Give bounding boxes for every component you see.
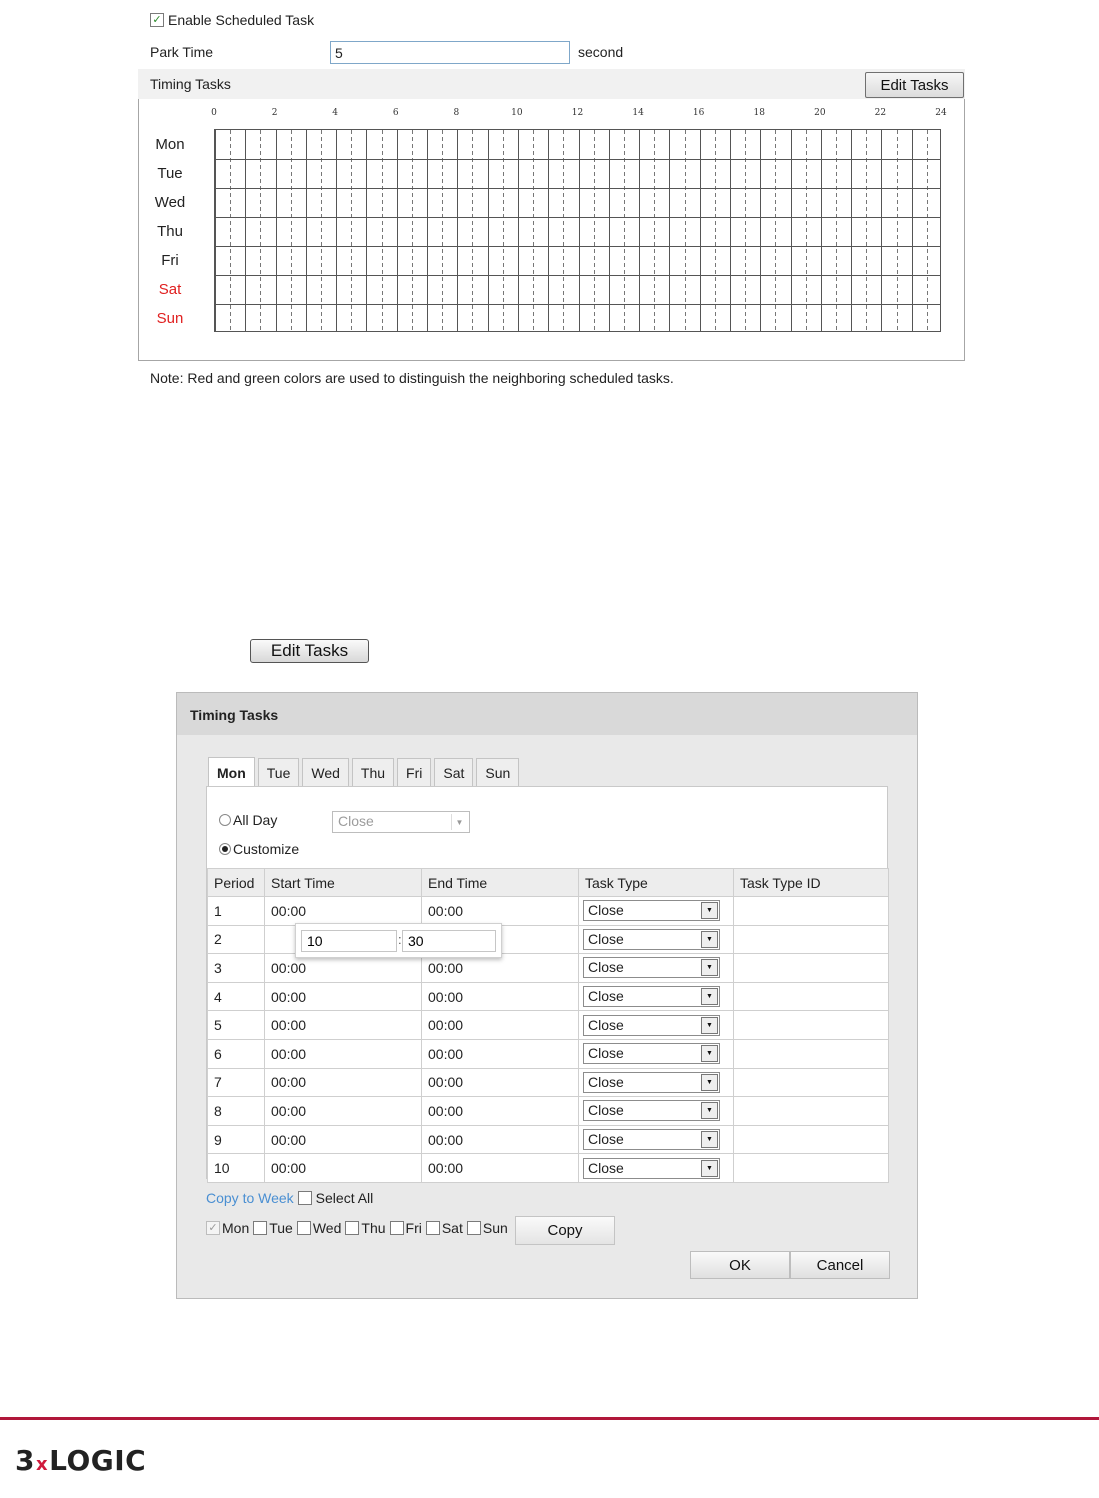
brand-logo [15, 1444, 146, 1477]
task-type-cell [579, 982, 734, 1011]
hour-tick-label: 18 [753, 108, 765, 118]
start-time-cell[interactable]: 00:00 [265, 897, 422, 926]
task-type-id-cell [734, 1011, 889, 1040]
day-panel [206, 786, 888, 1179]
task-type-value: Close [588, 1016, 624, 1033]
table-row [208, 1154, 889, 1183]
hour-gridline [912, 130, 913, 331]
column-header: Period [208, 869, 265, 897]
period-cell: 10 [208, 1154, 265, 1183]
task-type-value: Close [588, 1045, 624, 1062]
timing-tasks-header [138, 69, 965, 99]
time-separator: : [398, 932, 402, 947]
cancel-button[interactable]: Cancel [790, 1251, 890, 1279]
hour-tick-label: 22 [874, 108, 887, 118]
day-checkbox-label: Wed [312, 1220, 342, 1236]
hour-gridline [457, 130, 458, 331]
half-hour-gridline [715, 130, 716, 331]
task-type-id-cell [734, 1039, 889, 1068]
table-row [208, 1097, 889, 1126]
hour-gridline [306, 130, 307, 331]
start-time-cell[interactable]: 00:00 [265, 1125, 422, 1154]
chevron-down-icon[interactable]: ▼ [701, 1102, 718, 1119]
task-type-cell [579, 897, 734, 926]
copy-day-wed[interactable] [297, 1220, 342, 1236]
day-row-line [215, 246, 940, 247]
column-header: Start Time [265, 869, 422, 897]
half-hour-gridline [654, 130, 655, 331]
half-hour-gridline [897, 130, 898, 331]
day-checkbox-label: Fri [405, 1220, 422, 1236]
start-time-cell[interactable]: 00:00 [265, 954, 422, 983]
task-type-id-cell [734, 1068, 889, 1097]
select-all-label: Select All [315, 1190, 374, 1206]
task-type-id-cell [734, 897, 889, 926]
hour-gridline [760, 130, 761, 331]
tab-sat[interactable]: Sat [434, 758, 473, 786]
half-hour-gridline [563, 130, 564, 331]
chevron-down-icon[interactable]: ▼ [701, 1131, 718, 1148]
task-type-cell [579, 1011, 734, 1040]
copy-to-week-row [206, 1190, 373, 1206]
task-type-value: Close [588, 1131, 624, 1148]
customize-option[interactable] [219, 841, 299, 857]
column-header: Task Type [579, 869, 734, 897]
hour-gridline [609, 130, 610, 331]
table-row [208, 1011, 889, 1040]
half-hour-gridline [836, 130, 837, 331]
task-type-select[interactable] [583, 1072, 720, 1093]
day-checkbox-label: Sat [441, 1220, 463, 1236]
half-hour-gridline [412, 130, 413, 331]
dialog-title: Timing Tasks [190, 707, 279, 723]
table-row [208, 1068, 889, 1097]
hour-gridline [245, 130, 246, 331]
copy-day-fri[interactable] [390, 1220, 422, 1236]
hour-tick-label: 16 [692, 108, 705, 118]
chevron-down-icon: ▼ [451, 814, 467, 830]
hour-tick-label: 6 [392, 108, 399, 118]
task-type-id-cell [734, 1154, 889, 1183]
day-checkbox[interactable] [345, 1221, 359, 1235]
end-time-cell[interactable]: 00:00 [422, 982, 579, 1011]
customize-label: Customize [233, 841, 300, 857]
period-cell: 5 [208, 1011, 265, 1040]
footer-divider [0, 1417, 1099, 1420]
logo-suffix: LOGIC [49, 1444, 147, 1477]
chevron-down-icon[interactable]: ▼ [701, 902, 718, 919]
tab-mon[interactable]: Mon [208, 757, 255, 787]
period-cell: 4 [208, 982, 265, 1011]
half-hour-gridline [775, 130, 776, 331]
half-hour-gridline [594, 130, 595, 331]
schedule-grid[interactable] [214, 129, 941, 332]
half-hour-gridline [927, 130, 928, 331]
end-time-cell[interactable]: 00:00 [422, 897, 579, 926]
half-hour-gridline [230, 130, 231, 331]
hour-gridline [821, 130, 822, 331]
enable-task-checkbox[interactable]: ✓ [150, 13, 164, 27]
hour-gridline [791, 130, 792, 331]
half-hour-gridline [382, 130, 383, 331]
logo-prefix: 3 [15, 1444, 35, 1477]
day-checkbox-label: Thu [361, 1220, 386, 1236]
period-cell: 2 [208, 925, 265, 954]
edit-tasks-button[interactable]: Edit Tasks [865, 72, 964, 98]
hour-tick-label: 4 [332, 108, 339, 118]
half-hour-gridline [745, 130, 746, 331]
day-checkbox[interactable] [253, 1221, 267, 1235]
task-type-id-cell [734, 954, 889, 983]
end-time-cell[interactable]: 00:00 [422, 1154, 579, 1183]
task-type-cell [579, 954, 734, 983]
column-header: End Time [422, 869, 579, 897]
day-row-line [215, 304, 940, 305]
hour-input[interactable] [301, 930, 397, 952]
task-type-id-cell [734, 925, 889, 954]
timing-tasks-dialog [176, 692, 918, 1299]
dialog-header [177, 693, 917, 735]
day-tabs [208, 758, 519, 787]
start-time-cell[interactable]: 00:00 [265, 982, 422, 1011]
all-day-radio[interactable] [219, 814, 231, 826]
time-editor-popup [295, 923, 502, 958]
schedule-note: Note: Red and green colors are used to distinguish the neighboring scheduled tasks. [150, 370, 674, 386]
start-time-cell[interactable]: 00:00 [265, 1011, 422, 1040]
hour-tick-label: 10 [511, 108, 523, 118]
period-cell: 8 [208, 1097, 265, 1126]
chevron-down-icon[interactable]: ▼ [701, 931, 718, 948]
table-row [208, 1039, 889, 1068]
task-type-cell [579, 1125, 734, 1154]
hour-tick-label: 0 [211, 108, 217, 118]
half-hour-gridline [321, 130, 322, 331]
half-hour-gridline [260, 130, 261, 331]
task-type-value: Close [588, 1102, 624, 1119]
copy-day-mon[interactable] [206, 1220, 249, 1236]
copy-days-row [206, 1220, 510, 1236]
day-checkbox-label: Tue [269, 1220, 293, 1236]
hour-gridline [427, 130, 428, 331]
task-type-select[interactable] [583, 986, 720, 1007]
task-type-value: Close [588, 1073, 624, 1090]
table-row [208, 982, 889, 1011]
half-hour-gridline [806, 130, 807, 331]
chevron-down-icon[interactable]: ▼ [701, 988, 718, 1005]
day-row-line [215, 217, 940, 218]
period-cell: 3 [208, 954, 265, 983]
chevron-down-icon[interactable]: ▼ [701, 959, 718, 976]
day-checkbox[interactable] [426, 1221, 440, 1235]
tab-thu[interactable]: Thu [352, 758, 394, 786]
hour-gridline [881, 130, 882, 331]
hour-gridline [851, 130, 852, 331]
edit-tasks-button-illustration[interactable]: Edit Tasks [250, 639, 369, 663]
task-type-select[interactable] [583, 1043, 720, 1064]
half-hour-gridline [442, 130, 443, 331]
hour-tick-label: 14 [632, 108, 644, 118]
enable-task-label: Enable Scheduled Task [168, 12, 315, 28]
chevron-down-icon[interactable]: ▼ [701, 1045, 718, 1062]
task-type-cell [579, 1068, 734, 1097]
day-checkbox[interactable] [467, 1221, 481, 1235]
column-header: Task Type ID [734, 869, 889, 897]
task-type-id-cell [734, 1125, 889, 1154]
day-checkbox[interactable]: ✓ [206, 1221, 220, 1235]
half-hour-gridline [351, 130, 352, 331]
task-type-select[interactable] [583, 1129, 720, 1150]
task-type-id-cell [734, 982, 889, 1011]
end-time-cell[interactable]: 00:00 [422, 1125, 579, 1154]
minute-input[interactable] [402, 930, 496, 952]
chevron-down-icon[interactable]: ▼ [701, 1017, 718, 1034]
copy-day-thu[interactable] [345, 1220, 385, 1236]
day-label-mon: Mon [155, 136, 185, 153]
park-time-input[interactable] [330, 41, 570, 64]
day-row-line [215, 275, 940, 276]
half-hour-gridline [291, 130, 292, 331]
hour-gridline [366, 130, 367, 331]
tab-fri[interactable]: Fri [397, 758, 431, 786]
day-row-line [215, 188, 940, 189]
day-checkbox[interactable] [297, 1221, 311, 1235]
half-hour-gridline [624, 130, 625, 331]
period-cell: 1 [208, 897, 265, 926]
tab-sun[interactable]: Sun [476, 758, 519, 786]
hour-tick-label: 12 [571, 108, 584, 118]
day-checkbox[interactable] [390, 1221, 404, 1235]
end-time-cell[interactable]: 00:00 [422, 954, 579, 983]
start-time-cell[interactable]: 00:00 [265, 1039, 422, 1068]
hour-gridline [215, 130, 216, 331]
period-table [207, 868, 889, 1183]
task-type-select[interactable] [583, 1015, 720, 1036]
task-type-value: Close [588, 930, 624, 947]
hour-gridline [336, 130, 337, 331]
weekly-schedule-grid [138, 99, 965, 361]
half-hour-gridline [866, 130, 867, 331]
day-label-thu: Thu [157, 223, 183, 240]
task-type-value: Close [588, 988, 624, 1005]
park-time-unit: second [578, 44, 624, 60]
copy-day-tue[interactable] [253, 1220, 293, 1236]
hour-gridline [548, 130, 549, 331]
task-type-id-cell [734, 1097, 889, 1126]
period-cell: 9 [208, 1125, 265, 1154]
half-hour-gridline [503, 130, 504, 331]
logo-x: x [35, 1454, 49, 1475]
end-time-cell[interactable]: 00:00 [422, 1039, 579, 1068]
start-time-cell[interactable]: 00:00 [265, 1097, 422, 1126]
copy-day-sat[interactable] [426, 1220, 463, 1236]
day-label-sat: Sat [158, 281, 182, 298]
hour-gridline [669, 130, 670, 331]
chevron-down-icon[interactable]: ▼ [701, 1160, 718, 1177]
task-type-cell [579, 925, 734, 954]
hour-tick-label: 8 [453, 108, 460, 118]
end-time-cell[interactable]: 00:00 [422, 1097, 579, 1126]
task-type-select[interactable] [583, 929, 720, 950]
hour-tick-label: 2 [271, 108, 278, 118]
day-checkbox-label: Sun [482, 1220, 508, 1236]
half-hour-gridline [685, 130, 686, 331]
all-day-label: All Day [233, 812, 278, 828]
task-type-value: Close [588, 902, 624, 919]
copy-day-sun[interactable] [467, 1220, 508, 1236]
task-type-cell [579, 1097, 734, 1126]
table-row [208, 897, 889, 926]
day-checkbox-label: Mon [222, 1220, 250, 1236]
task-type-cell [579, 1154, 734, 1183]
select-all-checkbox[interactable] [298, 1191, 312, 1205]
end-time-cell[interactable]: 00:00 [422, 1068, 579, 1097]
tab-tue[interactable]: Tue [258, 758, 300, 786]
hour-gridline [397, 130, 398, 331]
start-time-cell[interactable]: 00:00 [265, 1068, 422, 1097]
day-label-sun: Sun [156, 310, 184, 327]
task-type-select[interactable] [583, 900, 720, 921]
enable-scheduled-task-row[interactable] [150, 12, 314, 28]
day-label-tue: Tue [157, 165, 183, 182]
hour-gridline [730, 130, 731, 331]
hour-gridline [518, 130, 519, 331]
start-time-cell[interactable]: 00:00 [265, 1154, 422, 1183]
hour-gridline [488, 130, 489, 331]
hour-gridline [700, 130, 701, 331]
half-hour-gridline [472, 130, 473, 331]
copy-to-week-link[interactable]: Copy to Week [206, 1190, 294, 1206]
copy-button[interactable]: Copy [515, 1216, 615, 1245]
hour-tick-label: 24 [935, 108, 947, 118]
period-cell: 7 [208, 1068, 265, 1097]
day-row-line [215, 159, 940, 160]
all-day-type-select[interactable] [332, 811, 470, 833]
task-type-cell [579, 1039, 734, 1068]
end-time-cell[interactable]: 00:00 [422, 1011, 579, 1040]
customize-radio[interactable] [219, 843, 231, 855]
chevron-down-icon[interactable]: ▼ [701, 1074, 718, 1091]
all-day-type-value: Close [338, 813, 374, 829]
table-row [208, 1125, 889, 1154]
park-time-label: Park Time [150, 44, 214, 60]
task-type-select[interactable] [583, 1158, 720, 1179]
period-cell: 6 [208, 1039, 265, 1068]
task-type-select[interactable] [583, 1100, 720, 1121]
task-type-select[interactable] [583, 957, 720, 978]
half-hour-gridline [533, 130, 534, 331]
timing-tasks-title: Timing Tasks [150, 76, 231, 92]
hour-gridline [276, 130, 277, 331]
tab-wed[interactable]: Wed [302, 758, 349, 786]
hour-tick-label: 20 [814, 108, 826, 118]
table-header-row [208, 869, 889, 897]
all-day-option[interactable] [219, 812, 277, 828]
hour-gridline [639, 130, 640, 331]
task-type-value: Close [588, 1159, 624, 1176]
day-label-wed: Wed [154, 194, 186, 211]
task-type-value: Close [588, 959, 624, 976]
hour-gridline [579, 130, 580, 331]
ok-button[interactable]: OK [690, 1251, 790, 1279]
day-label-fri: Fri [161, 252, 179, 269]
